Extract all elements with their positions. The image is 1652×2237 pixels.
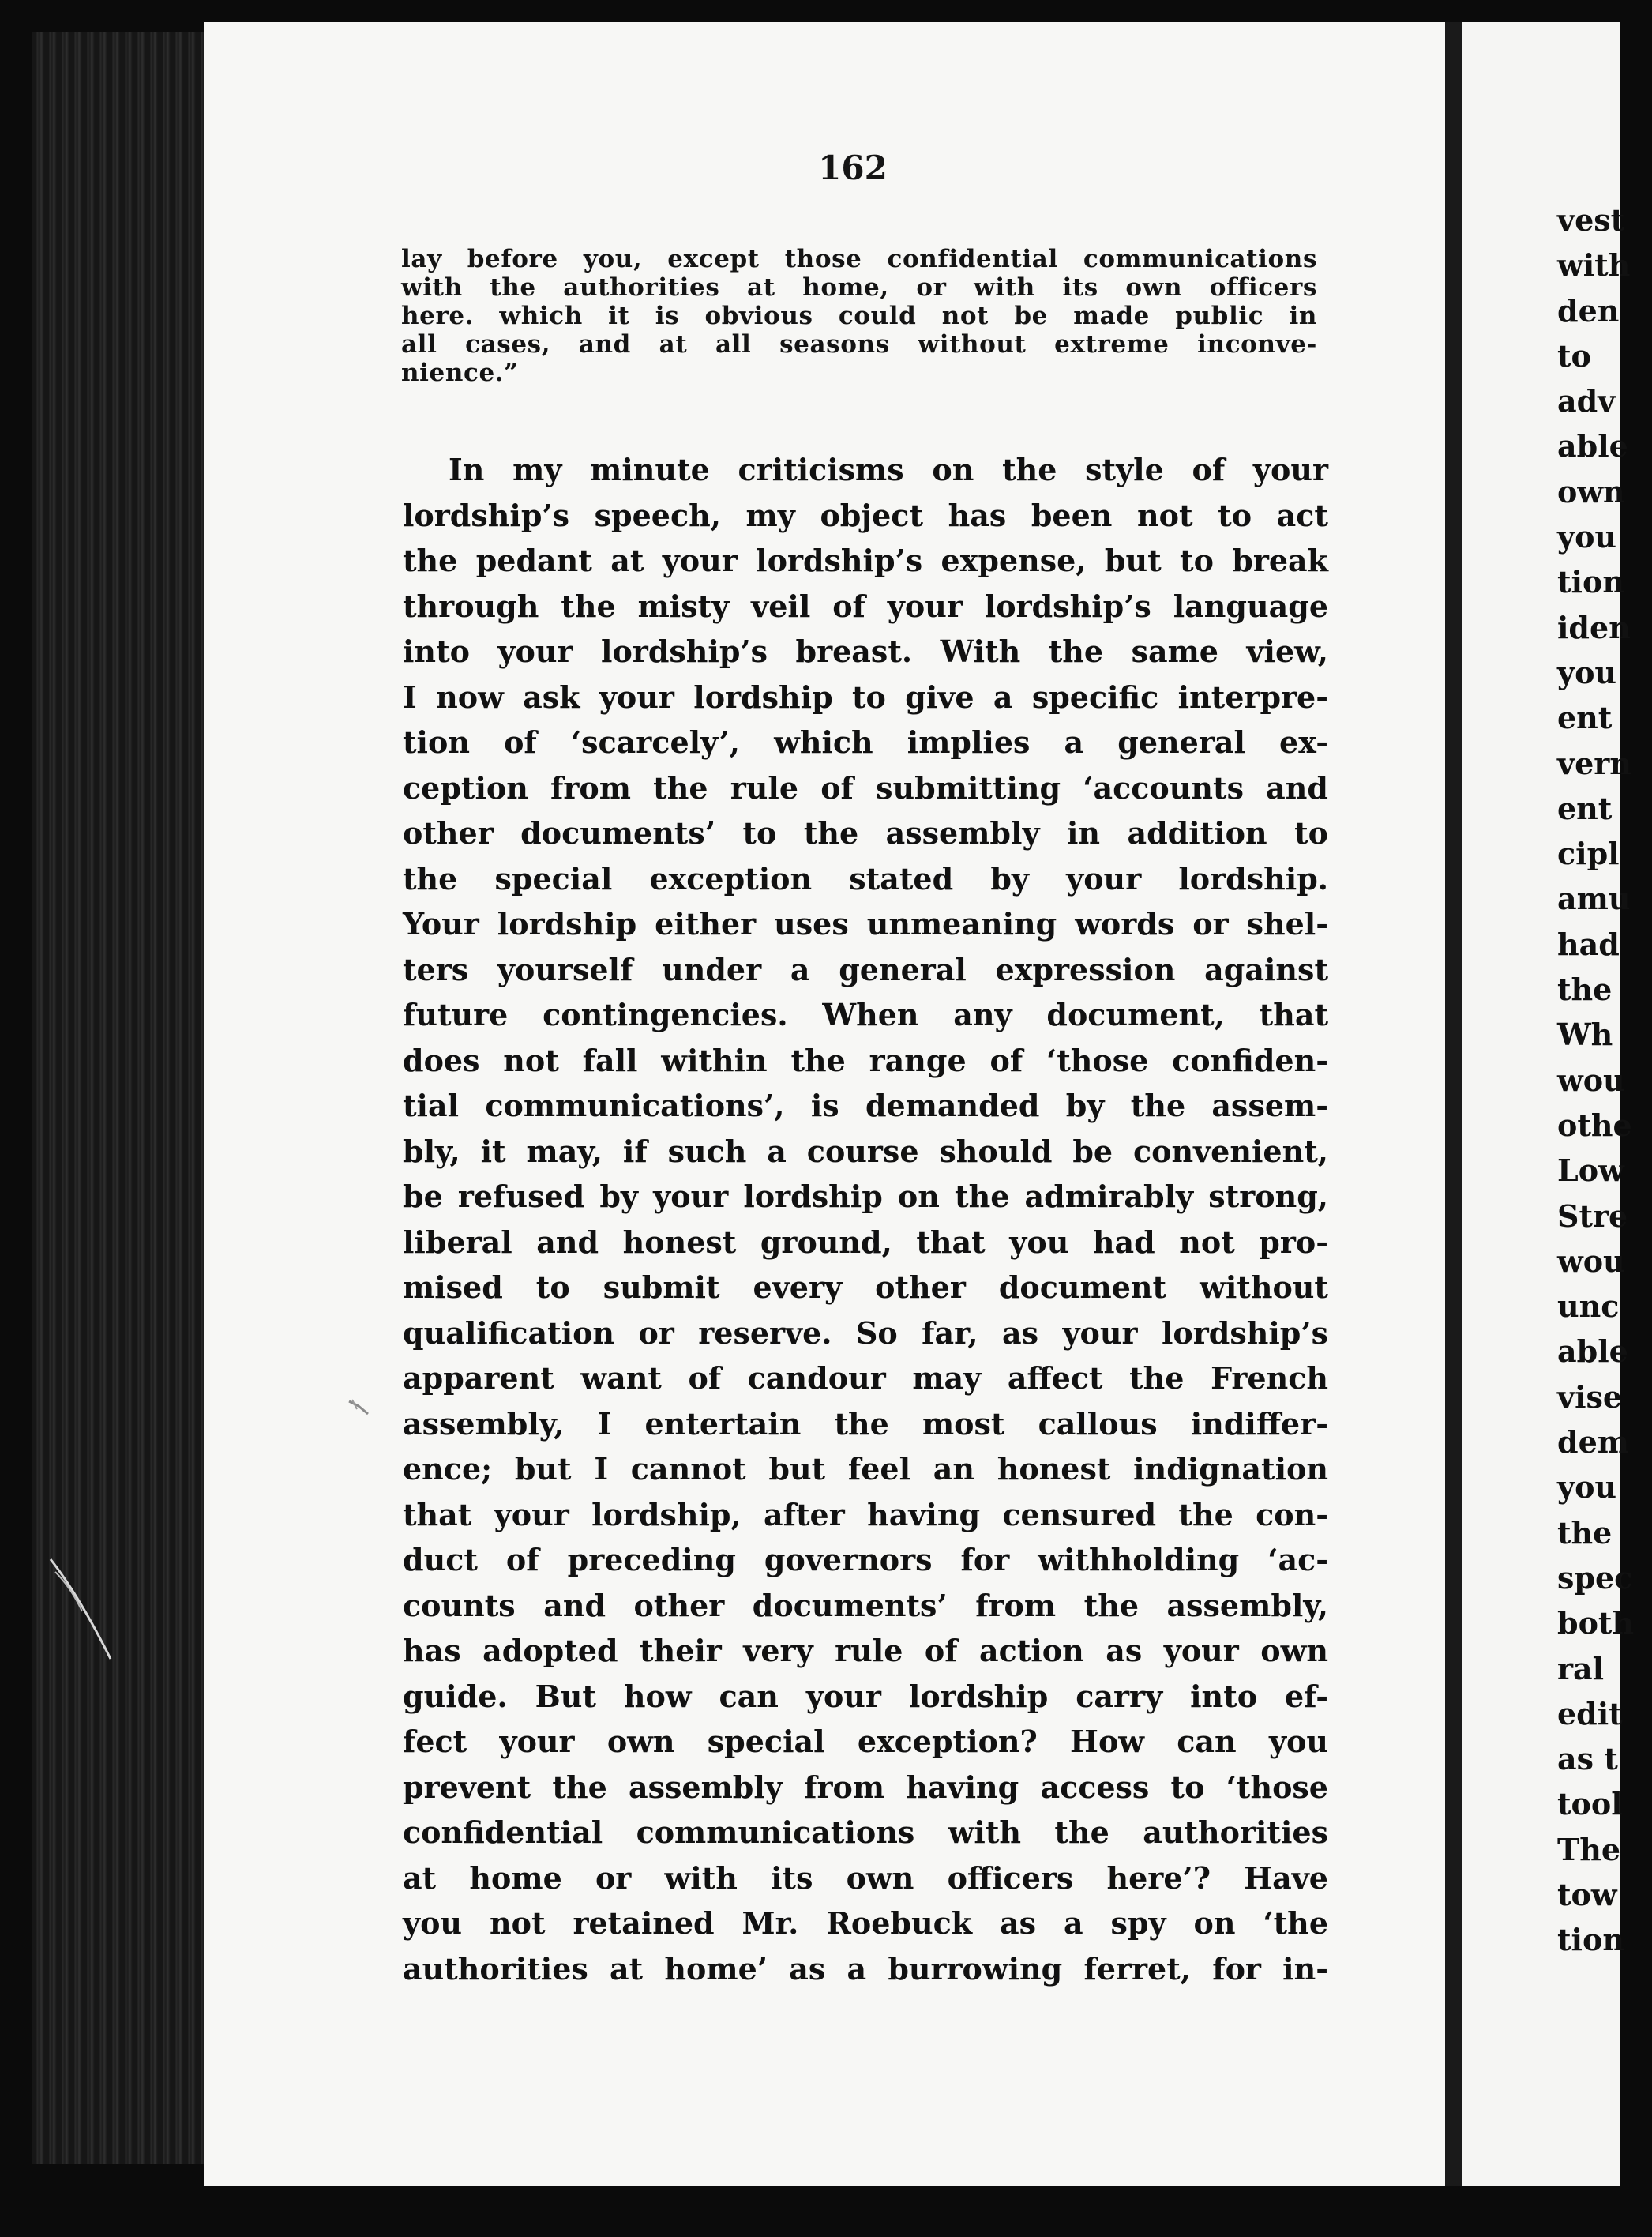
facing-page-fragment: you <box>1557 654 1617 690</box>
facing-page-fragment: den <box>1557 292 1620 329</box>
facing-page-fragment: you <box>1557 519 1617 555</box>
body-line: tion of ‘scarcely’, which implies a general ex- <box>403 724 1328 760</box>
quoted-line: with the authorities at home, or with its own officers <box>401 273 1317 302</box>
body-line: ception from the rule of submitting ‘accounts and <box>403 769 1328 806</box>
body-line: that your lordship, after having censured the con- <box>403 1496 1328 1532</box>
quoted-line: here. which it is obvious could not be made public in <box>401 302 1317 330</box>
body-line: fect your own special exception? How can you <box>403 1724 1328 1759</box>
body-line: I now ask your lordship to give a specific interpre- <box>403 679 1328 715</box>
facing-page-fragment: wou <box>1557 1062 1625 1098</box>
facing-page-fragment: the <box>1557 972 1613 1008</box>
body-line: ence; but I cannot but feel an honest indignation <box>403 1451 1328 1487</box>
body-line: at home or with its own officers here’? Have <box>403 1859 1328 1896</box>
facing-page-fragment: unc <box>1557 1288 1620 1325</box>
body-line: liberal and honest ground, that you had not pro- <box>403 1224 1328 1260</box>
facing-page-fragment: Low <box>1557 1152 1624 1189</box>
facing-page-fragment: ent <box>1557 700 1613 736</box>
facing-page-fragment: had <box>1557 926 1620 962</box>
facing-page-fragments <box>1557 197 1652 1963</box>
body-line: has adopted their very rule of action as your own <box>403 1633 1328 1668</box>
facing-page-fragment: spec <box>1557 1559 1633 1596</box>
body-line: other documents’ to the assembly in addition to <box>403 815 1328 851</box>
facing-page-fragment: ral <box>1557 1650 1605 1686</box>
facing-page-fragment: able <box>1557 428 1628 464</box>
body-line: mised to submit every other document without <box>403 1269 1328 1305</box>
facing-page-fragment: tion <box>1557 1922 1624 1958</box>
body-line: the pedant at your lordship’s expense, but to break <box>403 543 1328 578</box>
body-line: guide. But how can your lordship carry into ef- <box>403 1678 1328 1714</box>
body-line: tial communications’, is demanded by the assem- <box>403 1088 1328 1123</box>
facing-page-fragment: wou <box>1557 1243 1625 1279</box>
facing-page-fragment: tow <box>1557 1876 1617 1912</box>
facing-page-fragment: as t <box>1557 1741 1618 1777</box>
facing-page-fragment: able <box>1557 1333 1628 1370</box>
body-line: ters yourself under a general expression against <box>403 951 1328 987</box>
margin-smudge <box>347 1398 371 1417</box>
body-line: bly, it may, if such a course should be convenient, <box>403 1133 1328 1169</box>
facing-page-fragment: vest <box>1557 202 1625 238</box>
body-line: future contingencies. When any document, that <box>403 997 1328 1032</box>
facing-page-fragment: vern <box>1557 745 1631 781</box>
body-line: qualification or reserve. So far, as your lordship’s <box>403 1314 1328 1351</box>
facing-page-fragment: tool <box>1557 1786 1623 1822</box>
facing-page-fragment: you <box>1557 1469 1617 1506</box>
body-line: the special exception stated by your lordship. <box>403 860 1328 897</box>
facing-page-fragment: Stre <box>1557 1197 1628 1234</box>
body-line: counts and other documents’ from the assembly, <box>403 1587 1328 1623</box>
facing-page-fragment: iden <box>1557 609 1631 645</box>
page-number: 162 <box>818 149 888 187</box>
quoted-passage <box>401 245 1317 387</box>
body-line: Your lordship either uses unmeaning words or shel- <box>403 906 1328 942</box>
body-line: assembly, I entertain the most callous indiffer- <box>403 1405 1328 1442</box>
body-line: duct of preceding governors for withholding ‘ac- <box>403 1542 1328 1577</box>
facing-page-fragment: adv <box>1557 383 1616 419</box>
facing-page-fragment: amu <box>1557 881 1631 917</box>
body-line: through the misty veil of your lordship’s language <box>403 588 1328 624</box>
facing-page-fragment: ent <box>1557 790 1613 826</box>
quoted-line: all cases, and at all seasons without extreme inconve- <box>401 330 1317 359</box>
facing-page-fragment: dem <box>1557 1424 1629 1461</box>
facing-page-fragment: the <box>1557 1514 1613 1551</box>
body-line: apparent want of candour may affect the French <box>403 1360 1328 1396</box>
body-line: authorities at home’ as a burrowing ferret, for in- <box>403 1950 1328 1987</box>
facing-page-fragment: vise <box>1557 1378 1623 1415</box>
quoted-line: lay before you, except those confidential communications <box>401 245 1317 273</box>
facing-page-fragment: with <box>1557 247 1631 284</box>
facing-page-fragment: both <box>1557 1605 1635 1641</box>
body-line: lordship’s speech, my object has been not to act <box>403 497 1328 533</box>
body-line: In my minute criticisms on the style of your <box>449 452 1328 487</box>
page-edge-scratch <box>47 1556 118 1667</box>
quoted-line: nience.” <box>401 359 519 387</box>
facing-page-fragment: tion <box>1557 564 1624 600</box>
body-paragraph <box>403 447 1328 1991</box>
book-gutter <box>1445 22 1462 2186</box>
facing-page-fragment: othe <box>1557 1107 1632 1143</box>
body-line: prevent the assembly from having access to ‘those <box>403 1769 1328 1805</box>
body-line: does not fall within the range of ‘those confiden- <box>403 1042 1328 1078</box>
body-line: confidential communications with the authorities <box>403 1814 1328 1850</box>
page-edges-stack <box>32 32 205 2164</box>
facing-page-fragment: The <box>1557 1831 1621 1867</box>
facing-page-fragment: cipl <box>1557 836 1620 872</box>
facing-page-fragment: to <box>1557 337 1591 374</box>
facing-page-fragment: edit <box>1557 1695 1623 1731</box>
body-line: you not retained Mr. Roebuck as a spy on ‘the <box>403 1905 1328 1941</box>
facing-page-fragment: Wh <box>1557 1017 1613 1053</box>
facing-page-fragment: own <box>1557 473 1625 509</box>
body-line: into your lordship’s breast. With the same view, <box>403 634 1328 669</box>
body-line: be refused by your lordship on the admirably strong, <box>403 1179 1328 1214</box>
